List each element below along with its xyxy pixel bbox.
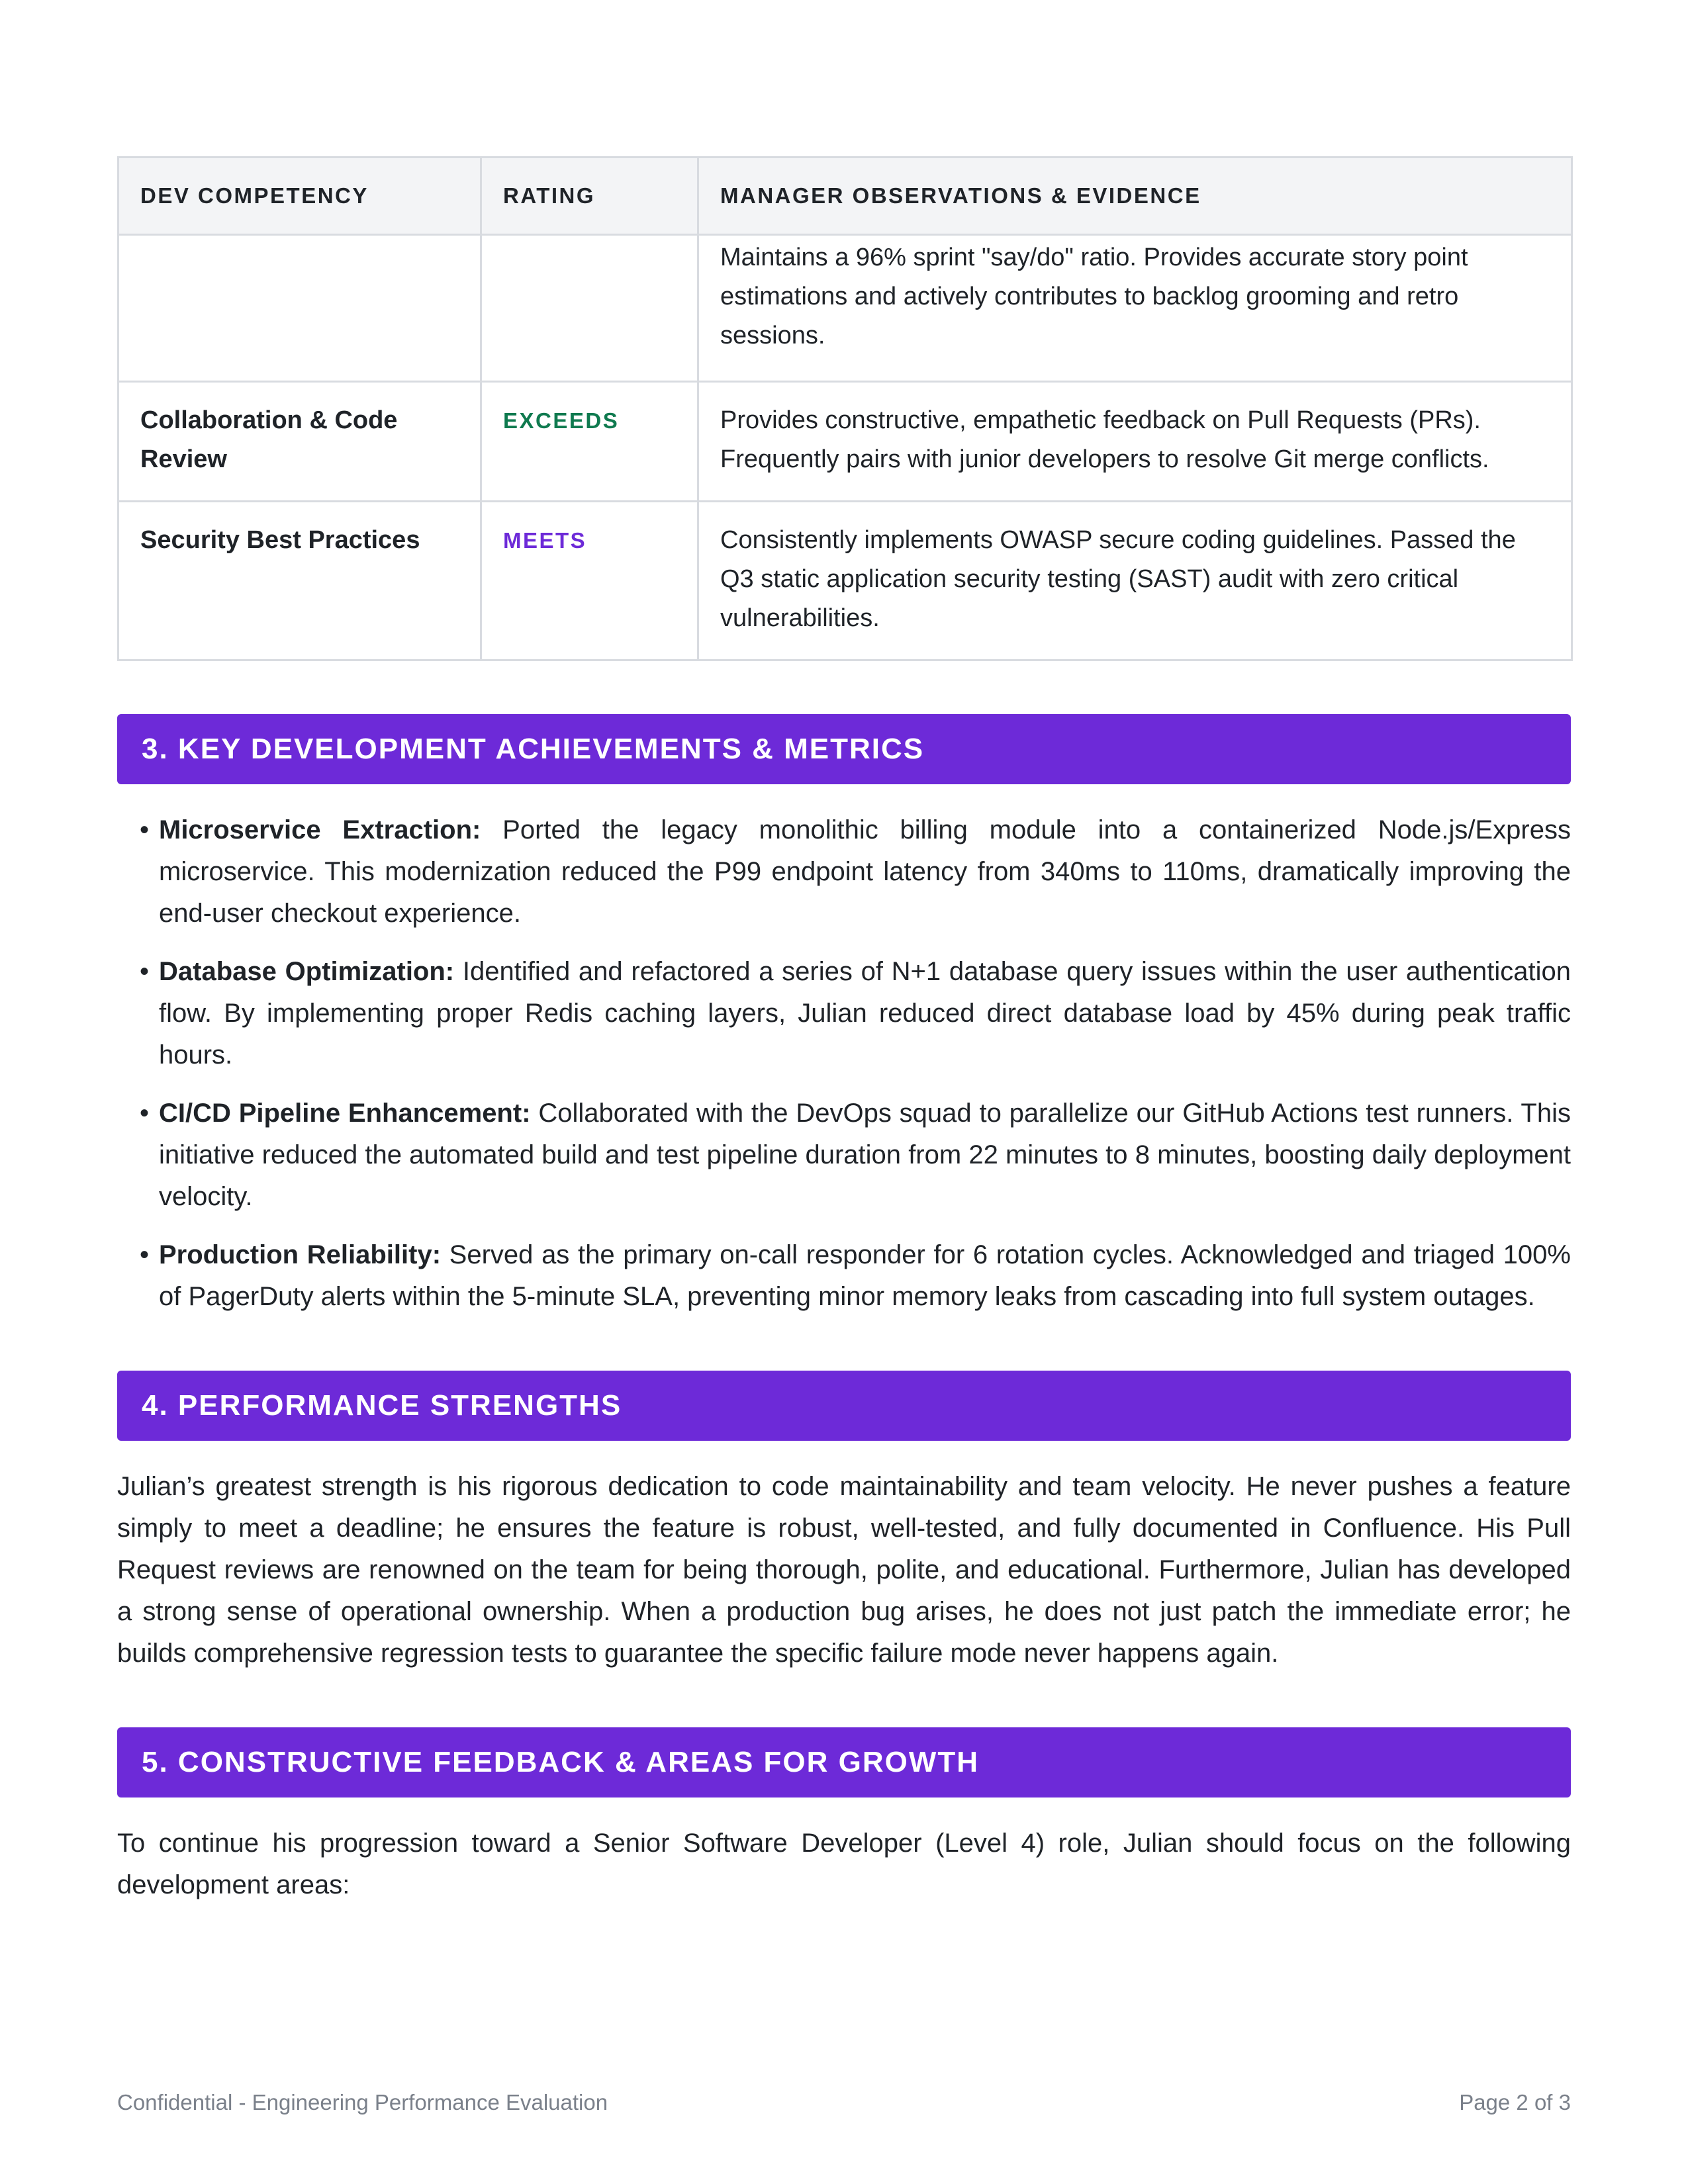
bullet-icon: •: [140, 957, 150, 986]
bullet-icon: •: [140, 1240, 150, 1269]
observations-cell: Provides constructive, empathetic feedback on Pull Requests (PRs). Frequently pairs with junior developers to resolve Git merge conflicts.: [698, 382, 1572, 502]
competency-table: [117, 156, 1573, 661]
table-row: [118, 502, 1572, 660]
list-item: [117, 809, 1571, 934]
list-item-text: Ported the legacy monolithic billing module into a containerized Node.js/Express microservice. This modernization reduced the P99 endpoint latency from 340ms to 110ms, dramatically improving the end-user checkout experience.: [159, 815, 1571, 928]
competency-cell: [118, 235, 481, 382]
section-title: 3. KEY DEVELOPMENT ACHIEVEMENTS & METRICS: [142, 733, 925, 765]
column-header-competency: DEV COMPETENCY: [118, 158, 481, 235]
section-title: 5. CONSTRUCTIVE FEEDBACK & AREAS FOR GROWTH: [142, 1746, 980, 1778]
observations-cell: Maintains a 96% sprint "say/do" ratio. Provides accurate story point estimations and actively contributes to backlog grooming and retro sessions.: [698, 235, 1572, 382]
rating-cell: [481, 235, 698, 382]
list-item-lead: Production Reliability:: [159, 1240, 442, 1269]
competency-cell: Security Best Practices: [118, 502, 481, 660]
page-content: [117, 156, 1571, 1906]
table-row: [118, 382, 1572, 502]
list-item-lead: Database Optimization:: [159, 957, 455, 986]
section-header-feedback: [117, 1727, 1571, 1797]
page-number: Page 2 of 3: [1459, 2090, 1571, 2115]
section-header-strengths: [117, 1371, 1571, 1441]
list-item-text: Collaborated with the DevOps squad to parallelize our GitHub Actions test runners. This initiative reduced the automated build and test pipeline duration from 22 minutes to 8 minutes, boosting daily deployment velocity.: [159, 1099, 1571, 1211]
section-title: 4. PERFORMANCE STRENGTHS: [142, 1389, 622, 1422]
bullet-icon: •: [140, 815, 150, 844]
feedback-paragraph: To continue his progression toward a Senior Software Developer (Level 4) role, Julian should focus on the following development areas:: [117, 1829, 1571, 1899]
list-item-text: Identified and refactored a series of N+1 database query issues within the user authentication flow. By implementing proper Redis caching layers, Julian reduced direct database load by 45% during peak traffic hours.: [159, 957, 1571, 1069]
section-header-achievements: [117, 714, 1571, 784]
list-item: [117, 1234, 1571, 1318]
achievements-list: [117, 809, 1571, 1318]
rating-badge-meets: MEETS: [503, 528, 587, 553]
list-item-text: Served as the primary on-call responder for 6 rotation cycles. Acknowledged and triaged 100% of PagerDuty alerts within the 5-minute SLA, preventing minor memory leaks from cascading into full system outages.: [159, 1240, 1571, 1311]
column-header-rating: RATING: [481, 158, 698, 235]
list-item: [117, 951, 1571, 1076]
competency-cell: Collaboration & Code Review: [118, 382, 481, 502]
footer-confidential-label: Confidential - Engineering Performance Evaluation: [117, 2090, 608, 2115]
table-row: [118, 235, 1572, 382]
table-header-row: [118, 158, 1572, 235]
rating-badge-exceeds: EXCEEDS: [503, 408, 620, 433]
list-item: [117, 1093, 1571, 1218]
page-footer: [117, 2090, 1571, 2115]
strengths-paragraph: Julian’s greatest strength is his rigorous dedication to code maintainability and team velocity. He never pushes a feature simply to meet a deadline; he ensures the feature is robust, well-tested, and fully documented in Confluence. His Pull Request reviews are renowned on the team for being thorough, polite, and educational. Furthermore, Julian has developed a strong sense of operational ownership. When a production bug arises, he does not just patch the immediate error; he builds comprehensive regression tests to guarantee the specific failure mode never happens again.: [117, 1472, 1571, 1668]
list-item-lead: Microservice Extraction:: [159, 815, 481, 844]
rating-cell: [481, 502, 698, 660]
list-item-lead: CI/CD Pipeline Enhancement:: [159, 1099, 531, 1128]
column-header-observations: MANAGER OBSERVATIONS & EVIDENCE: [698, 158, 1572, 235]
rating-cell: [481, 382, 698, 502]
bullet-icon: •: [140, 1099, 150, 1128]
observations-cell: Consistently implements OWASP secure coding guidelines. Passed the Q3 static application security testing (SAST) audit with zero critical vulnerabilities.: [698, 502, 1572, 660]
